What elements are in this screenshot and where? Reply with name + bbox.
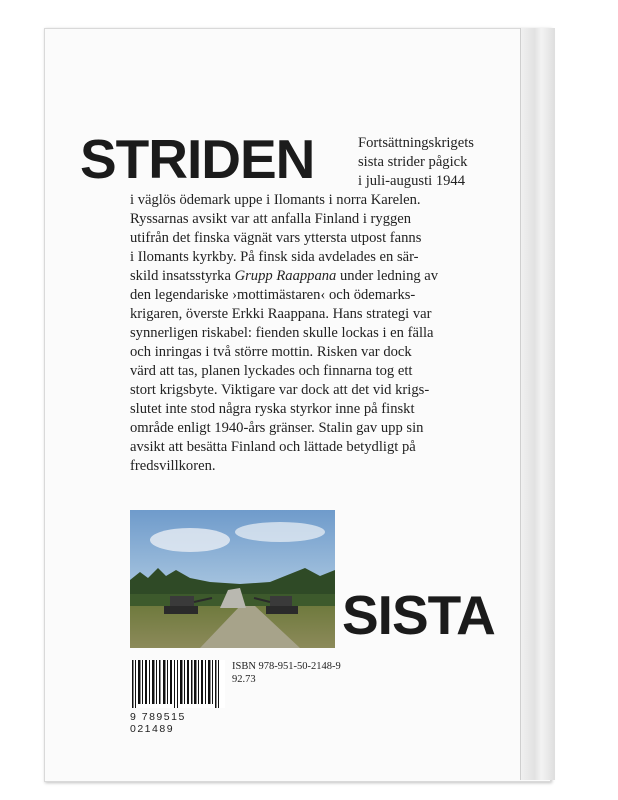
body-line: i Ilomants kyrkby. På finsk sida avdelades en sär-: [130, 249, 419, 265]
barcode-digits: 9 789515 021489: [130, 711, 186, 735]
title-sista: SISTA: [342, 584, 495, 646]
intro-text: [358, 134, 528, 191]
body-line: i väglös ödemark uppe i Ilomants i norra Karelen.: [130, 192, 421, 208]
price-code: 92.73: [232, 674, 256, 685]
isbn-text: ISBN 978-951-50-2148-9: [232, 661, 341, 672]
landscape-photo: [130, 510, 335, 648]
barcode-icon: [130, 660, 225, 708]
body-line: krigaren, överste Erkki Raappana. Hans strategi var: [130, 306, 432, 322]
landscape-photo-image: [130, 510, 335, 648]
body-line: och inringas i två större mottin. Risken var dock: [130, 344, 412, 360]
intro-line: i juli-augusti 1944: [358, 173, 466, 189]
body-line: fredsvillkoren.: [130, 458, 216, 474]
intro-line: Fortsättningskrigets: [358, 135, 474, 151]
body-line: område enligt 1940-års gränser. Stalin gav upp sin: [130, 420, 424, 436]
intro-line: sista strider pågick: [358, 154, 468, 170]
body-line: värd att tas, planen lyckades och finnarna tog ett: [130, 363, 413, 379]
body-line: slutet inte stod några ryska styrkor inne på finskt: [130, 401, 415, 417]
body-line: stort krigsbyte. Viktigare var dock att det vid krigs-: [130, 382, 430, 398]
body-text: [130, 191, 530, 476]
body-line: den legendariske ›mottimästaren‹ och ödemarks-: [130, 287, 416, 303]
title-striden: STRIDEN: [80, 128, 315, 190]
body-line: skild insatsstyrka Grupp Raappana under ledning av: [130, 268, 439, 284]
body-line: utifrån det finska vägnät vars yttersta utpost fanns: [130, 230, 422, 246]
body-line: avsikt att besätta Finland och lättade betydligt på: [130, 439, 416, 455]
body-line: synnerligen riskabel: fienden skulle lockas i en fälla: [130, 325, 434, 341]
body-line: Ryssarnas avsikt var att anfalla Finland i ryggen: [130, 211, 412, 227]
